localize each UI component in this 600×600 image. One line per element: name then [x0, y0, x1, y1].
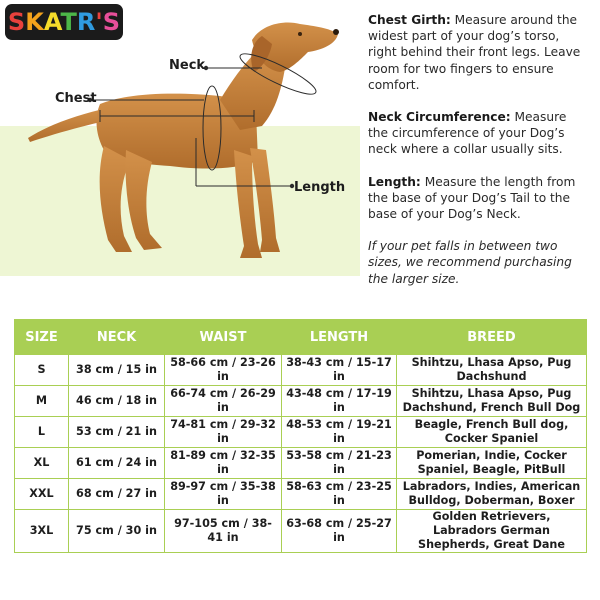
length-cell: 63-68 cm / 25-27 in	[282, 510, 397, 553]
size-cell: M	[15, 386, 69, 417]
neck-cell: 46 cm / 18 in	[69, 386, 165, 417]
brand-letter: S	[7, 8, 26, 36]
waist-cell: 66-74 cm / 26-29 in	[165, 386, 282, 417]
chest-label: Chest	[55, 91, 97, 106]
length-text: Measure the length from the base of your Dog’s Tail to the base of your Dog’s Neck.	[368, 174, 576, 222]
neck-text: Measure the circumference of your Dog’s neck where a collar usually sits.	[368, 110, 567, 157]
brand-letter: K	[25, 8, 44, 36]
table-row	[15, 355, 587, 386]
column-header-breed: BREED	[397, 320, 587, 355]
chest-girth-title: Chest Girth:	[368, 13, 451, 27]
table-row	[15, 386, 587, 417]
neck-label: Neck	[169, 58, 206, 73]
length-cell: 58-63 cm / 23-25 in	[282, 479, 397, 510]
breed-cell: Golden Retrievers, Labradors German Shepherds, Great Dane	[397, 510, 587, 553]
size-chart-table	[14, 319, 587, 553]
neck-cell: 68 cm / 27 in	[69, 479, 165, 510]
brand-letter: A	[43, 8, 61, 36]
table-row	[15, 479, 587, 510]
column-header-neck: NECK	[69, 320, 165, 355]
neck-cell: 53 cm / 21 in	[69, 417, 165, 448]
waist-cell: 58-66 cm / 23-26 in	[165, 355, 282, 386]
chest-girth-instruction	[368, 12, 590, 93]
size-cell: XXL	[15, 479, 69, 510]
neck-instruction	[368, 109, 590, 158]
length-instruction	[368, 174, 590, 223]
waist-cell: 89-97 cm / 35-38 in	[165, 479, 282, 510]
waist-cell: 81-89 cm / 32-35 in	[165, 448, 282, 479]
size-cell: 3XL	[15, 510, 69, 553]
breed-cell: Pomerian, Indie, Cocker Spaniel, Beagle, PitBull	[397, 448, 587, 479]
brand-letter: R	[76, 8, 96, 36]
dog-eye	[298, 32, 302, 36]
size-cell: XL	[15, 448, 69, 479]
size-cell: S	[15, 355, 69, 386]
size-tip: If your pet falls in between two sizes, we recommend purchasing the larger size.	[368, 239, 572, 286]
length-label: Length	[294, 180, 346, 195]
chest-girth-text: Measure around the widest part of your dog’s torso, right behind their front legs. Leave room for two fingers to ensure comfort.	[368, 13, 581, 92]
table-row	[15, 510, 587, 553]
length-cell: 53-58 cm / 21-23 in	[282, 448, 397, 479]
table-row	[15, 448, 587, 479]
measurement-instructions	[368, 12, 590, 303]
waist-cell: 97-105 cm / 38-41 in	[165, 510, 282, 553]
length-title: Length:	[368, 174, 421, 189]
column-header-waist: WAIST	[165, 320, 282, 355]
brand-letter: '	[95, 8, 103, 36]
table-row	[15, 417, 587, 448]
waist-cell: 74-81 cm / 29-32 in	[165, 417, 282, 448]
breed-cell: Labradors, Indies, American Bulldog, Doberman, Boxer	[397, 479, 587, 510]
breed-cell: Beagle, French Bull dog, Cocker Spaniel	[397, 417, 587, 448]
dog-measurement-diagram	[0, 0, 360, 276]
length-cell: 43-48 cm / 17-19 in	[282, 386, 397, 417]
neck-cell: 61 cm / 24 in	[69, 448, 165, 479]
size-cell: L	[15, 417, 69, 448]
length-cell: 38-43 cm / 15-17 in	[282, 355, 397, 386]
brand-letter: T	[60, 8, 77, 36]
table-header-row	[15, 320, 587, 355]
breed-cell: Shihtzu, Lhasa Apso, Pug Dachshund, French Bull Dog	[397, 386, 587, 417]
column-header-size: SIZE	[15, 320, 69, 355]
column-header-length: LENGTH	[282, 320, 397, 355]
table-body	[15, 355, 587, 553]
neck-cell: 38 cm / 15 in	[69, 355, 165, 386]
length-cell: 48-53 cm / 19-21 in	[282, 417, 397, 448]
neck-title: Neck Circumference:	[368, 110, 511, 125]
brand-letter: S	[102, 8, 121, 36]
dog-nose	[333, 29, 339, 35]
breed-cell: Shihtzu, Lhasa Apso, Pug Dachshund	[397, 355, 587, 386]
neck-cell: 75 cm / 30 in	[69, 510, 165, 553]
